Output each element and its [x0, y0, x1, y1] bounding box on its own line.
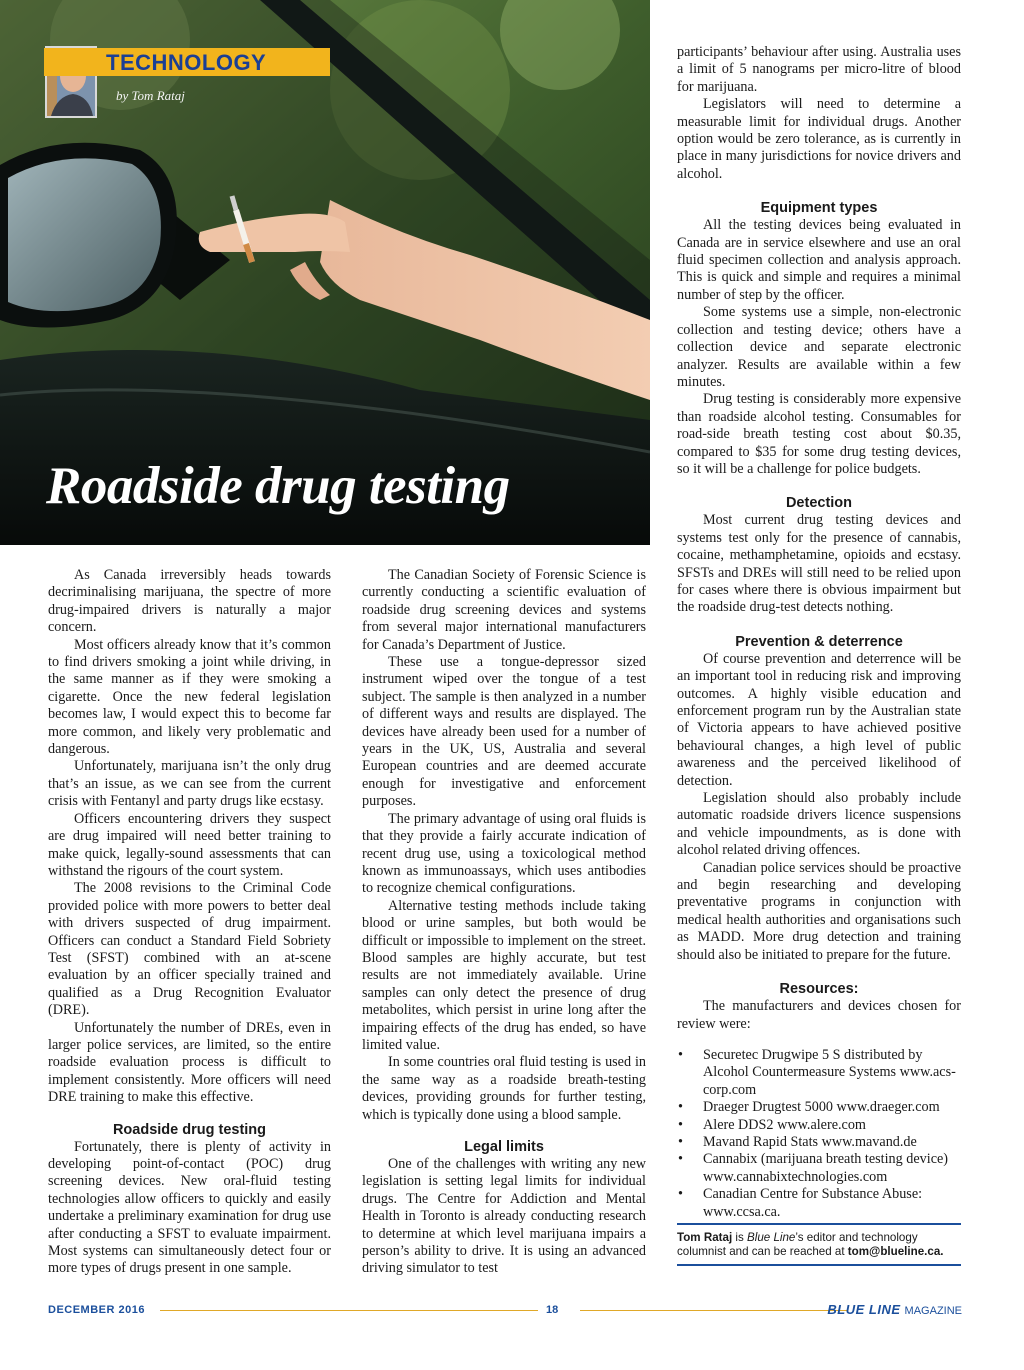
paragraph: The manufacturers and devices chosen for review were: — [677, 998, 961, 1032]
paragraph: In some countries oral fluid testing is used in the same way as a roadside breath-testing devices, providing grounds for further testing, which is typically done using a blood sample. — [362, 1054, 646, 1123]
footer-rule-right — [580, 1310, 848, 1311]
paragraph: All the testing devices being evaluated in Canada are in service elsewhere and use an oral fluid specimen collection and analysis approach. This is quick and simple and requires a minimal number of step by the officer. — [677, 217, 961, 303]
paragraph: participants’ behaviour after using. Australia uses a limit of 5 nanograms per micro-litre of blood for marijuana. — [677, 44, 961, 95]
subheading: Equipment types — [760, 200, 878, 217]
footer-rule-left — [160, 1310, 538, 1311]
subheading: Prevention & deterrence — [735, 633, 903, 650]
bio-text: is — [732, 1231, 748, 1244]
paragraph: Canadian police services should be proactive and begin researching and developing preventative programs in conjunction with medical health authorities and organisations such as MADD. More drug detection and training should also be initiated to prepare for the future. — [677, 859, 961, 963]
author-bio — [677, 1223, 961, 1266]
magazine-brand — [827, 1302, 962, 1317]
article-title: Roadside drug testing — [46, 457, 510, 515]
issue-date: DECEMBER 2016 — [48, 1304, 145, 1316]
column-1 — [48, 567, 331, 1278]
paragraph: The primary advantage of using oral fluids is that they provide a fairly accurate indication of recent drug use, using a toxicological method known as immunoassays, which uses antibodies to recognize chemical configurations. — [362, 810, 646, 897]
paragraph: Drug testing is considerably more expensive than roadside alcohol testing. Consumables for road-side breath testing cost about $0.35, compared to $35 for some drug testing devices, so it will be a challenge for police budgets. — [677, 391, 961, 477]
list-item: • Canadian Centre for Substance Abuse: www.ccsa.ca. — [677, 1186, 961, 1221]
list-item: • Mavand Rapid Stats www.mavand.de — [677, 1134, 961, 1151]
page-footer — [48, 1300, 962, 1320]
page-number: 18 — [546, 1304, 559, 1316]
bio-magazine: Blue Line — [747, 1231, 796, 1244]
list-item: • Cannabix (marijuana breath testing device) www.cannabixtechnologies.com — [677, 1151, 961, 1186]
brand-suffix: MAGAZINE — [904, 1305, 962, 1317]
subheading: Resources: — [779, 981, 859, 998]
hero-image — [0, 0, 650, 545]
paragraph: Most current drug testing devices and systems test only for the presence of cannabis, cocaine, methamphetamine, opioids and ecstasy. SFSTs and DREs will still need to be relied upon for cases where there is obvious impairment but the roadside drug-test detects nothing. — [677, 512, 961, 616]
subheading: Legal limits — [464, 1139, 544, 1155]
paragraph: One of the challenges with writing any new legislation is setting legal limits for individual drugs. The Centre for Addiction and Mental Health in Toronto is already conducting research to determine at which level marijuana impairs a person’s ability to drive. It is using an advanced driving simulator to test — [362, 1156, 646, 1277]
byline: by Tom Rataj — [116, 88, 185, 103]
resources-list — [677, 1047, 961, 1221]
list-item: • Alere DDS2 www.alere.com — [677, 1117, 961, 1134]
paragraph: Unfortunately the number of DREs, even in larger police services, are limited, so the entire roadside evaluation process is difficult to implement consistently. More officers will need DRE training to make this effective. — [48, 1019, 331, 1106]
paragraph: Unfortunately, marijuana isn’t the only drug that’s an issue, as we can see from the current crisis with Fentanyl and party drugs like ecstasy. — [48, 758, 331, 810]
paragraph: Some systems use a simple, non-electronic collection and testing device; others have a collection device and separate electronic analyzer. Results are available within a few minutes. — [677, 304, 961, 390]
list-item: • Draeger Drugtest 5000 www.draeger.com — [677, 1099, 961, 1116]
paragraph: Of course prevention and deterrence will be an important tool in reducing risk and improving outcomes. A highly visible education and enforcement program run by the Australian state of Victoria appears to have achieved positive behavioural changes, a high level of public awareness and the perceived likelihood of detection. — [677, 650, 961, 789]
paragraph: The Canadian Society of Forensic Science is currently conducting a scientific evaluation of roadside drug screening devices and systems from several major international manufacturers for Canada’s Department of Justice. — [362, 567, 646, 653]
paragraph: As Canada irreversibly heads towards decriminalising marijuana, the spectre of more drug-impaired drivers is naturally a major concern. — [48, 567, 331, 636]
paragraph: Legislators will need to determine a measurable limit for individual drugs. Another option would be zero tolerance, as is currently in place in many jurisdictions for novice drivers and alcohol. — [677, 96, 961, 182]
paragraph: Fortunately, there is plenty of activity in developing point-of-contact (POC) drug screening devices. New oral-fluid testing technologies allow officers to quickly and easily undertake a preliminary examination for drug use after conducting a SFST to evaluate impairment. Most systems can simultaneously detect four or more types of drugs present in one sample. — [48, 1138, 331, 1277]
paragraph: Most officers already know that it’s common to find drivers smoking a joint while driving, in the same manner as if they were smoking a cigarette. Once the new federal legislation becomes law, I would expect this to become far more common, and likely very problematic and dangerous. — [48, 636, 331, 758]
column-3 — [677, 44, 961, 1221]
column-2 — [362, 567, 646, 1278]
paragraph: The 2008 revisions to the Criminal Code provided police with more powers to better deal with drivers suspected of drug impairment. Officers can conduct a Standard Field Sobriety Test (SFST) combined with an at-scene evaluation by an officer specially trained and qualified as a Drug Recognition Evaluator (DRE). — [48, 880, 331, 1019]
bio-email[interactable]: tom@blueline.ca. — [847, 1244, 944, 1258]
paragraph: Legislation should also probably include automatic roadside drivers licence suspensions and vehicle impoundments, as is done with alcohol related driving offences. — [677, 790, 961, 859]
paragraph: Alternative testing methods include taking blood or urine samples, but both would be difficult or impossible to implement on the street. Blood samples are highly accurate, but test results are not immediately available. Urine samples can only detect the presence of drug metabolites, which persist in urine long after the impairing effects of the drug has ended, so have limited value. — [362, 897, 646, 1053]
paragraph: These use a tongue-depressor sized instrument wiped over the tongue of a test subject. The sample is then analyzed in a number of different ways and results are displayed. The devices have already been used for a number of years in the UK, US, Australia and several European countries and are deemed accurate enough for investigative and enforcement purposes. — [362, 654, 646, 810]
brand-logo-text: BLUE LINE — [827, 1302, 901, 1317]
bio-text: ’s editor and technology columnist and can be reached at — [677, 1231, 918, 1258]
subheading: Roadside drug testing — [112, 1121, 267, 1138]
subheading: Detection — [785, 495, 853, 512]
bio-name: Tom Rataj — [677, 1231, 733, 1244]
section-label: TECHNOLOGY — [106, 50, 267, 75]
paragraph: Officers encountering drivers they suspect are drug impaired will need better training to make quick, legally-sound assessments that can withstand the rigours of the court system. — [48, 810, 331, 879]
list-item: • Securetec Drugwipe 5 S distributed by Alcohol Countermeasure Systems www.acs-corp.com — [677, 1047, 961, 1099]
